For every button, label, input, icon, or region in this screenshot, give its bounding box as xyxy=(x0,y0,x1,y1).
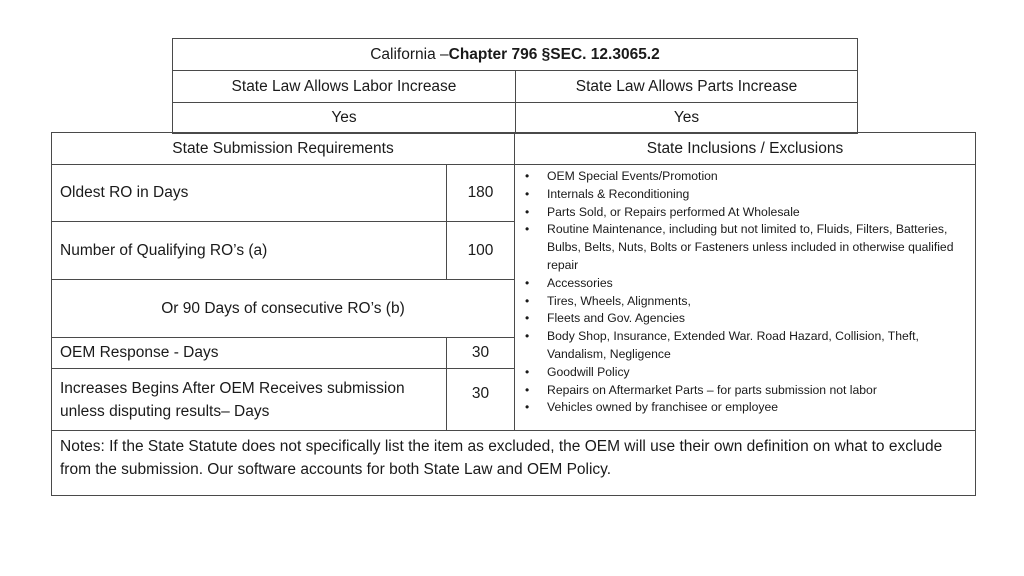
requirements-heading: State Submission Requirements xyxy=(52,133,515,165)
notes-text: Notes: If the State Statute does not specifically list the item as excluded, the OEM will use their own definition on what to exclude from the submission. Our software accounts for both State Law and OEM Policy. xyxy=(52,431,976,496)
oldest-ro-label: Oldest RO in Days xyxy=(52,165,447,222)
list-item: • Routine Maintenance, including but not limited to, Fluids, Filters, Batteries, Bulbs, Belts, Nuts, Bolts or Fasteners unless included in otherwise qualified repair xyxy=(547,221,969,274)
inclusions-cell xyxy=(515,165,976,431)
oem-response-label: OEM Response - Days xyxy=(52,338,447,369)
list-item: • Internals & Reconditioning xyxy=(547,186,969,204)
list-item: • Repairs on Aftermarket Parts – for parts submission not labor xyxy=(547,382,969,400)
parts-increase-value: Yes xyxy=(516,103,858,134)
list-item: • Vehicles owned by franchisee or employee xyxy=(547,399,969,417)
submission-requirements-table xyxy=(51,132,976,496)
state-law-summary-table xyxy=(172,38,858,134)
list-item: • Goodwill Policy xyxy=(547,364,969,382)
parts-increase-label: State Law Allows Parts Increase xyxy=(516,71,858,103)
list-item: • Accessories xyxy=(547,275,969,293)
increase-begins-label: Increases Begins After OEM Receives submission unless disputing results– Days xyxy=(52,369,447,431)
list-item: • OEM Special Events/Promotion xyxy=(547,168,969,186)
state-title-statute: Chapter 796 §SEC. 12.3065.2 xyxy=(448,45,660,63)
oem-response-value: 30 xyxy=(447,338,515,369)
consecutive-ro-label: Or 90 Days of consecutive RO’s (b) xyxy=(52,280,515,338)
list-item: • Parts Sold, or Repairs performed At Wholesale xyxy=(547,204,969,222)
oldest-ro-value: 180 xyxy=(447,165,515,222)
qualifying-ro-value: 100 xyxy=(447,222,515,280)
qualifying-ro-label: Number of Qualifying RO’s (a) xyxy=(52,222,447,280)
increase-begins-value: 30 xyxy=(447,369,515,431)
inclusions-list xyxy=(521,168,969,417)
labor-increase-label: State Law Allows Labor Increase xyxy=(173,71,516,103)
list-item: • Body Shop, Insurance, Extended War. Road Hazard, Collision, Theft, Vandalism, Negligence xyxy=(547,328,969,364)
list-item: • Tires, Wheels, Alignments, xyxy=(547,293,969,311)
list-item: • Fleets and Gov. Agencies xyxy=(547,310,969,328)
inclusions-heading: State Inclusions / Exclusions xyxy=(515,133,976,165)
state-title-prefix: California – xyxy=(370,45,449,63)
state-title-cell xyxy=(173,39,858,71)
labor-increase-value: Yes xyxy=(173,103,516,134)
